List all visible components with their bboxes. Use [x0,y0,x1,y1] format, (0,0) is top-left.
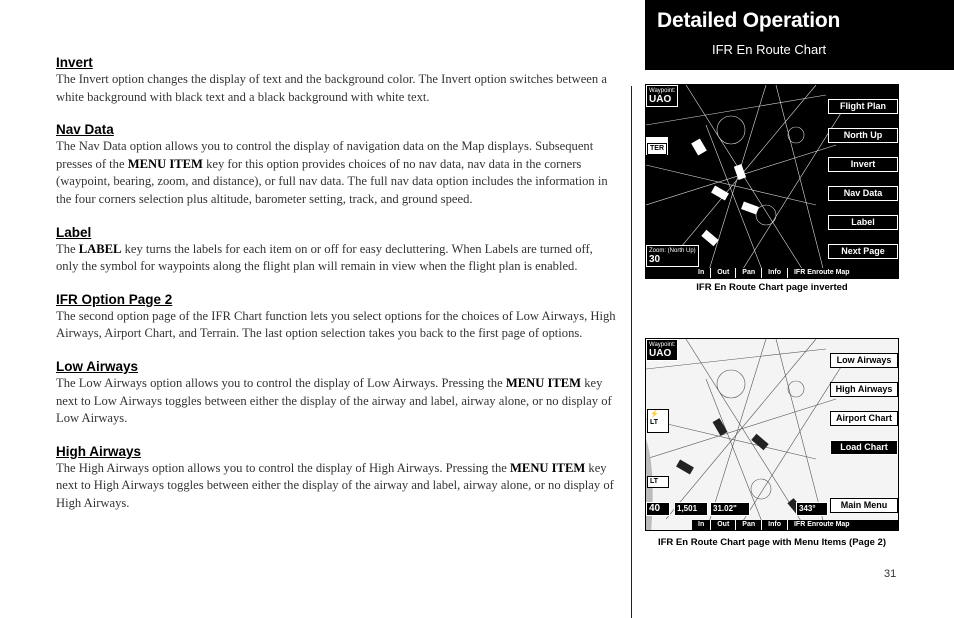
body-text: The Nav Data option allows you to control the display of navigation data on the Map displays. Subsequent presses of the [56,139,594,171]
waypoint-corner [646,85,678,107]
waypoint-label: Waypoint: [649,342,676,348]
section-heading: High Airways [56,443,142,459]
section-heading: Invert [56,55,93,70]
lt-text: LT [650,419,659,426]
section-body: The second option page of the IFR Chart function lets you select options for the choices of Low Airways, High Airways, Airport Chart, and Terrain. The last option selection takes you back to the first page of options. [56,308,616,341]
key-name: MENU ITEM [505,375,582,390]
section-heading: IFR Option Page 2 [56,291,173,307]
section-heading: Low Airways [56,358,139,374]
section-high-airways [56,443,618,513]
ifr-chart-inverted-screenshot [645,84,899,279]
lt-label-bottom: LT [647,476,669,488]
menu-airport-chart-button[interactable]: Airport Chart [830,411,898,426]
ter-label: TER [647,143,667,155]
menu-low-airways-button[interactable]: Low Airways [830,353,898,368]
menu-flight-plan-button[interactable]: Flight Plan [828,99,898,114]
chapter-header [645,0,954,70]
section-label [56,224,618,276]
page-name-label: IFR Enroute Map [793,521,850,528]
page-number: 31 [884,568,897,580]
body-text: key for this option provides choices of no nav data, nav data in the corners (waypoint, bearing, zoom, and distance), or full nav data. The full nav data option includes the information in the four corners selection plus altitude, barometer setting, track, and ground speed. [56,156,608,206]
screenshot-2-caption: IFR En Route Chart page with Menu Items (Page 2) [657,537,887,548]
altitude-readout [674,502,708,516]
section-body [56,138,618,208]
key-name: MENU ITEM [510,460,586,475]
in-button[interactable]: In [692,268,711,278]
ifr-chart-page2-screenshot [645,338,899,531]
body-text: The Low Airways option allows you to control the display of Low Airways. Pressing the [56,375,506,390]
section-heading: Label [56,224,92,240]
text-column [56,54,618,528]
body-text: key next to High Airways toggles between either the display of the airway and label, airway alone, or no display of High Airways. [56,460,614,510]
section-low-airways [56,358,618,428]
body-text: key turns the labels for each item on or off for easy decluttering. When Labels are turned off, only the symbol for waypoints along the flight plan will remain in view when the flight plan is enabled. [56,241,593,274]
lightning-icon: ⚡ [650,411,659,418]
baro-value: 31.02" [713,504,737,513]
softkey-bar [692,520,899,530]
menu-label-button[interactable]: Label [828,215,898,230]
section-body: The Invert option changes the display of text and the background color. The Invert option switches between a white background with black text and a black background with white text. [56,72,607,104]
menu-north-up-button[interactable]: North Up [828,128,898,143]
waypoint-value: UAO [649,348,672,359]
zoom-corner [646,502,670,516]
section-ifr-option-page-2 [56,291,618,343]
zoom-value: 40 [649,503,661,514]
chapter-subtitle: IFR En Route Chart [712,42,827,57]
track-readout [796,502,828,516]
column-divider [631,86,632,618]
zoom-value: 30 [649,254,661,265]
chapter-title: Detailed Operation [657,9,841,32]
altitude-value: 1,501 [677,504,698,513]
menu-main-menu-button[interactable]: Main Menu [830,498,898,513]
section-body [56,375,618,428]
page-name-label: IFR Enroute Map [793,269,850,276]
key-name: LABEL [78,241,122,256]
lt-label-top [647,409,669,433]
zoom-label: Zoom: (North Up) [649,248,696,254]
menu-high-airways-button[interactable]: High Airways [830,382,898,397]
body-text: key next to Low Airways toggles between either the display of the airway and label, airway alone, or no display of Low Airways. [56,375,612,426]
screenshot-1-caption: IFR En Route Chart page inverted [696,282,848,293]
out-button[interactable]: Out [711,520,736,530]
baro-readout [710,502,750,516]
section-body [56,241,618,276]
section-heading: Nav Data [56,122,114,138]
menu-load-chart-button[interactable]: Load Chart [830,440,898,455]
softkey-bar [692,268,899,278]
zoom-corner [646,245,699,267]
menu-next-page-button[interactable]: Next Page [828,244,898,259]
track-value: 343° [799,504,816,513]
pan-button[interactable]: Pan [736,520,762,530]
section-body [56,460,618,513]
in-button[interactable]: In [692,520,711,530]
waypoint-corner [646,339,678,361]
key-name: MENU ITEM [127,156,203,171]
body-text: The [56,241,79,256]
out-button[interactable]: Out [711,268,736,278]
info-button[interactable]: Info [762,520,788,530]
menu-invert-button[interactable]: Invert [828,157,898,172]
pan-button[interactable]: Pan [736,268,762,278]
waypoint-label: Waypoint: [649,88,676,94]
waypoint-value: UAO [649,94,672,105]
info-button[interactable]: Info [762,268,788,278]
section-nav-data [56,121,618,208]
section-invert [56,54,618,106]
menu-nav-data-button[interactable]: Nav Data [828,186,898,201]
body-text: The High Airways option allows you to control the display of High Airways. Pressing the [56,460,511,475]
